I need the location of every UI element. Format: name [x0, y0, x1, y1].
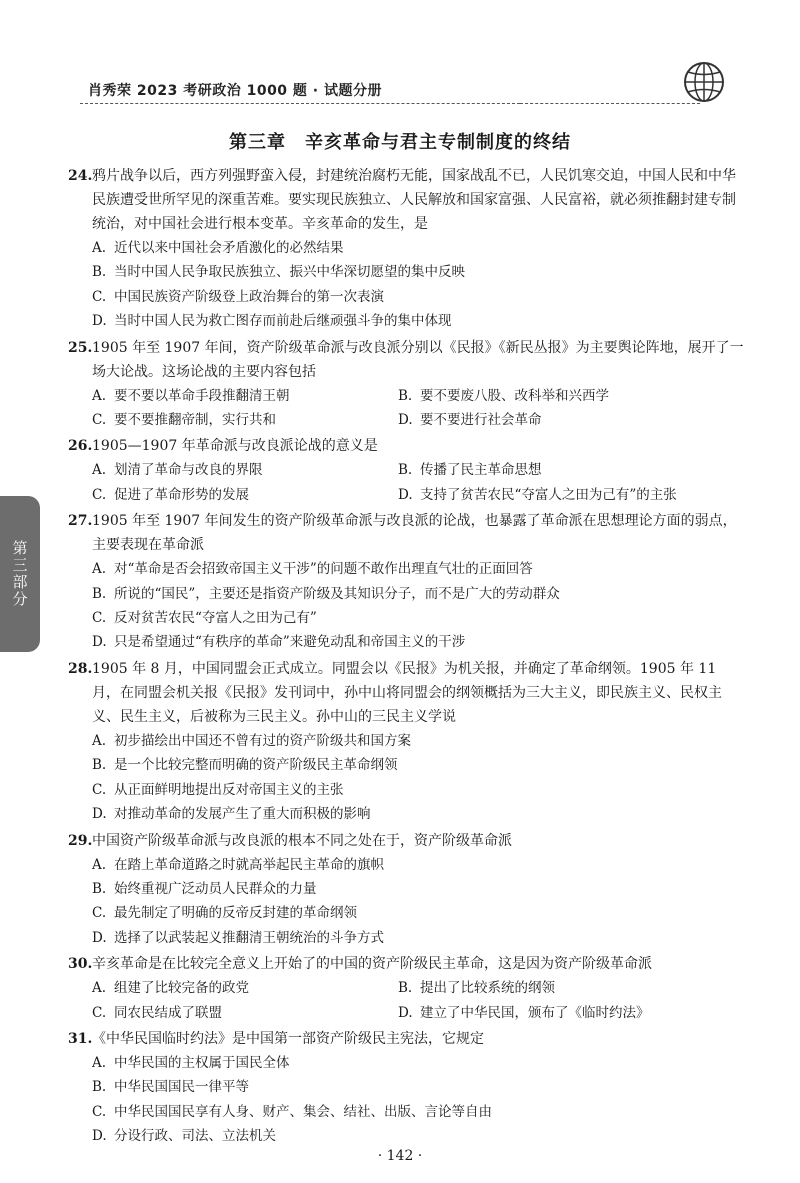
options	[68, 976, 748, 1025]
header-divider-right	[520, 80, 700, 104]
question-list	[68, 164, 748, 1151]
options	[68, 236, 748, 334]
question-number: 24.	[68, 168, 93, 184]
option-b: B. 是一个比较完整而明确的资产阶级民主革命纲领	[92, 757, 398, 774]
question-text: 1905 年 8 月，中国同盟会正式成立。同盟会以《民报》为机关报，并确定了革命纲领。1905 年 11 月，在同盟会机关报《民报》发刊词中，孙中山将同盟会的纲领概括为三大主义，即民族主义、民权主义、民生主义，后被称为三民主义。孙中山的三民主义学说	[92, 660, 722, 725]
question-text: 鸦片战争以后，西方列强野蛮入侵，封建统治腐朽无能，国家战乱不已，人民饥寒交迫，中国人民和中华民族遭受世所罕见的深重苦难。要实现民族独立、人民解放和国家富强、人民富裕，就必须推翻封建专制统治，对中国社会进行根本变革。辛亥革命的发生，是	[92, 168, 736, 232]
option-c: C. 中华民国国民享有人身、财产、集会、结社、出版、言论等自由	[92, 1103, 492, 1120]
option-d: D. 分设行政、司法、立法机关	[92, 1128, 276, 1145]
question-27	[68, 509, 748, 655]
options	[68, 458, 748, 507]
header-divider	[80, 103, 520, 104]
options	[68, 557, 748, 655]
option-b: B. 中华民国国民一律平等	[92, 1079, 249, 1096]
option-a: A. 组建了比较完备的政党	[92, 980, 249, 997]
option-d: D. 选择了以武装起义推翻清王朝统治的斗争方式	[92, 929, 384, 946]
option-c: C. 反对贫苦农民“夺富人之田为己有”	[92, 610, 317, 627]
option-a: A. 近代以来中国社会矛盾激化的必然结果	[92, 240, 344, 256]
option-a: A. 在踏上革命道路之时就高举起民主革命的旗帜	[92, 856, 384, 873]
question-stem	[68, 336, 748, 384]
question-text: 《中华民国临时约法》是中国第一部资产阶级民主宪法，它规定	[92, 1030, 484, 1047]
option-b: B. 所说的“国民”，主要还是指资产阶级及其知识分子，而不是广大的劳动群众	[92, 585, 560, 602]
question-text: 1905 年至 1907 年间，资产阶级革命派与改良派分别以《民报》《新民丛报》为主要舆论阵地，展开了一场大论战。这场论战的主要内容包括	[92, 339, 744, 380]
question-stem	[68, 657, 748, 729]
question-28	[68, 657, 748, 827]
option-a: A. 要不要以革命手段推翻清王朝	[92, 387, 290, 404]
option-a: A. 划清了革命与改良的界限	[92, 462, 263, 479]
page-number: · 142 ·	[377, 1148, 423, 1164]
option-b: B. 提出了比较系统的纲领	[398, 980, 555, 997]
question-29	[68, 829, 748, 951]
option-c: C. 促进了革命形势的发展	[92, 486, 249, 503]
question-text: 中国资产阶级革命派与改良派的根本不同之处在于，资产阶级革命派	[92, 832, 512, 849]
option-c: C. 从正面鲜明地提出反对帝国主义的主张	[92, 781, 344, 798]
option-d: D. 对推动革命的发展产生了重大而积极的影响	[92, 806, 371, 823]
option-b: B. 传播了民主革命思想	[398, 462, 542, 479]
question-stem	[68, 829, 748, 853]
question-31	[68, 1027, 748, 1149]
option-d: D. 要不要进行社会革命	[398, 412, 542, 429]
question-number: 31.	[68, 1030, 93, 1047]
page-header	[80, 70, 720, 110]
question-24	[68, 164, 748, 334]
question-25	[68, 336, 748, 433]
question-number: 26.	[68, 438, 93, 455]
question-stem	[68, 434, 748, 458]
option-a: A. 对“革命是否会招致帝国主义干涉”的问题不敢作出理直气壮的正面回答	[92, 561, 533, 578]
question-stem	[68, 509, 748, 557]
option-b: B. 当时中国人民争取民族独立、振兴中华深切愿望的集中反映	[92, 264, 465, 281]
option-c: C. 中国民族资产阶级登上政治舞台的第一次表演	[92, 288, 384, 305]
option-d: D. 当时中国人民为救亡图存而前赴后继顽强斗争的集中体现	[92, 313, 452, 330]
option-d: D. 建立了中华民国，颁布了《临时约法》	[398, 1004, 650, 1021]
question-number: 29.	[68, 832, 93, 849]
question-number: 27.	[68, 513, 93, 530]
question-stem	[68, 1027, 748, 1051]
options	[68, 853, 748, 951]
question-number: 28.	[68, 660, 93, 677]
question-number: 30.	[68, 956, 93, 973]
question-stem	[68, 164, 748, 236]
option-c: C. 最先制定了明确的反帝反封建的革命纲领	[92, 905, 357, 922]
chapter-title: 第三章 辛亥革命与君主专制制度的终结	[229, 132, 571, 153]
option-c: C. 要不要推翻帝制，实行共和	[92, 412, 276, 429]
question-text: 1905 年至 1907 年间发生的资产阶级革命派与改良派的论战，也暴露了革命派在思想理论方面的弱点，主要表现在革命派	[92, 513, 737, 554]
options	[68, 384, 748, 433]
book-title: 肖秀荣 2023 考研政治 1000 题 · 试题分册	[88, 83, 382, 99]
question-number: 25.	[68, 339, 93, 356]
option-d: D. 支持了贫苦农民“夺富人之田为己有”的主张	[398, 486, 677, 503]
globe-icon	[680, 58, 728, 106]
option-d: D. 只是希望通过“有秩序的革命”来避免动乱和帝国主义的干涉	[92, 634, 466, 651]
section-side-tab: 第三部分	[0, 496, 40, 652]
options	[68, 1051, 748, 1149]
option-c: C. 同农民结成了联盟	[92, 1004, 222, 1021]
option-a: A. 初步描绘出中国还不曾有过的资产阶级共和国方案	[92, 732, 411, 749]
option-b: B. 要不要废八股、改科举和兴西学	[398, 387, 609, 404]
question-text: 辛亥革命是在比较完全意义上开始了的中国的资产阶级民主革命，这是因为资产阶级革命派	[92, 956, 652, 973]
options	[68, 729, 748, 827]
question-text: 1905—1907 年革命派与改良派论战的意义是	[92, 438, 378, 455]
question-stem	[68, 952, 748, 976]
option-b: B. 始终重视广泛动员人民群众的力量	[92, 880, 317, 897]
question-26	[68, 434, 748, 507]
question-30	[68, 952, 748, 1025]
option-a: A. 中华民国的主权属于国民全体	[92, 1054, 290, 1071]
